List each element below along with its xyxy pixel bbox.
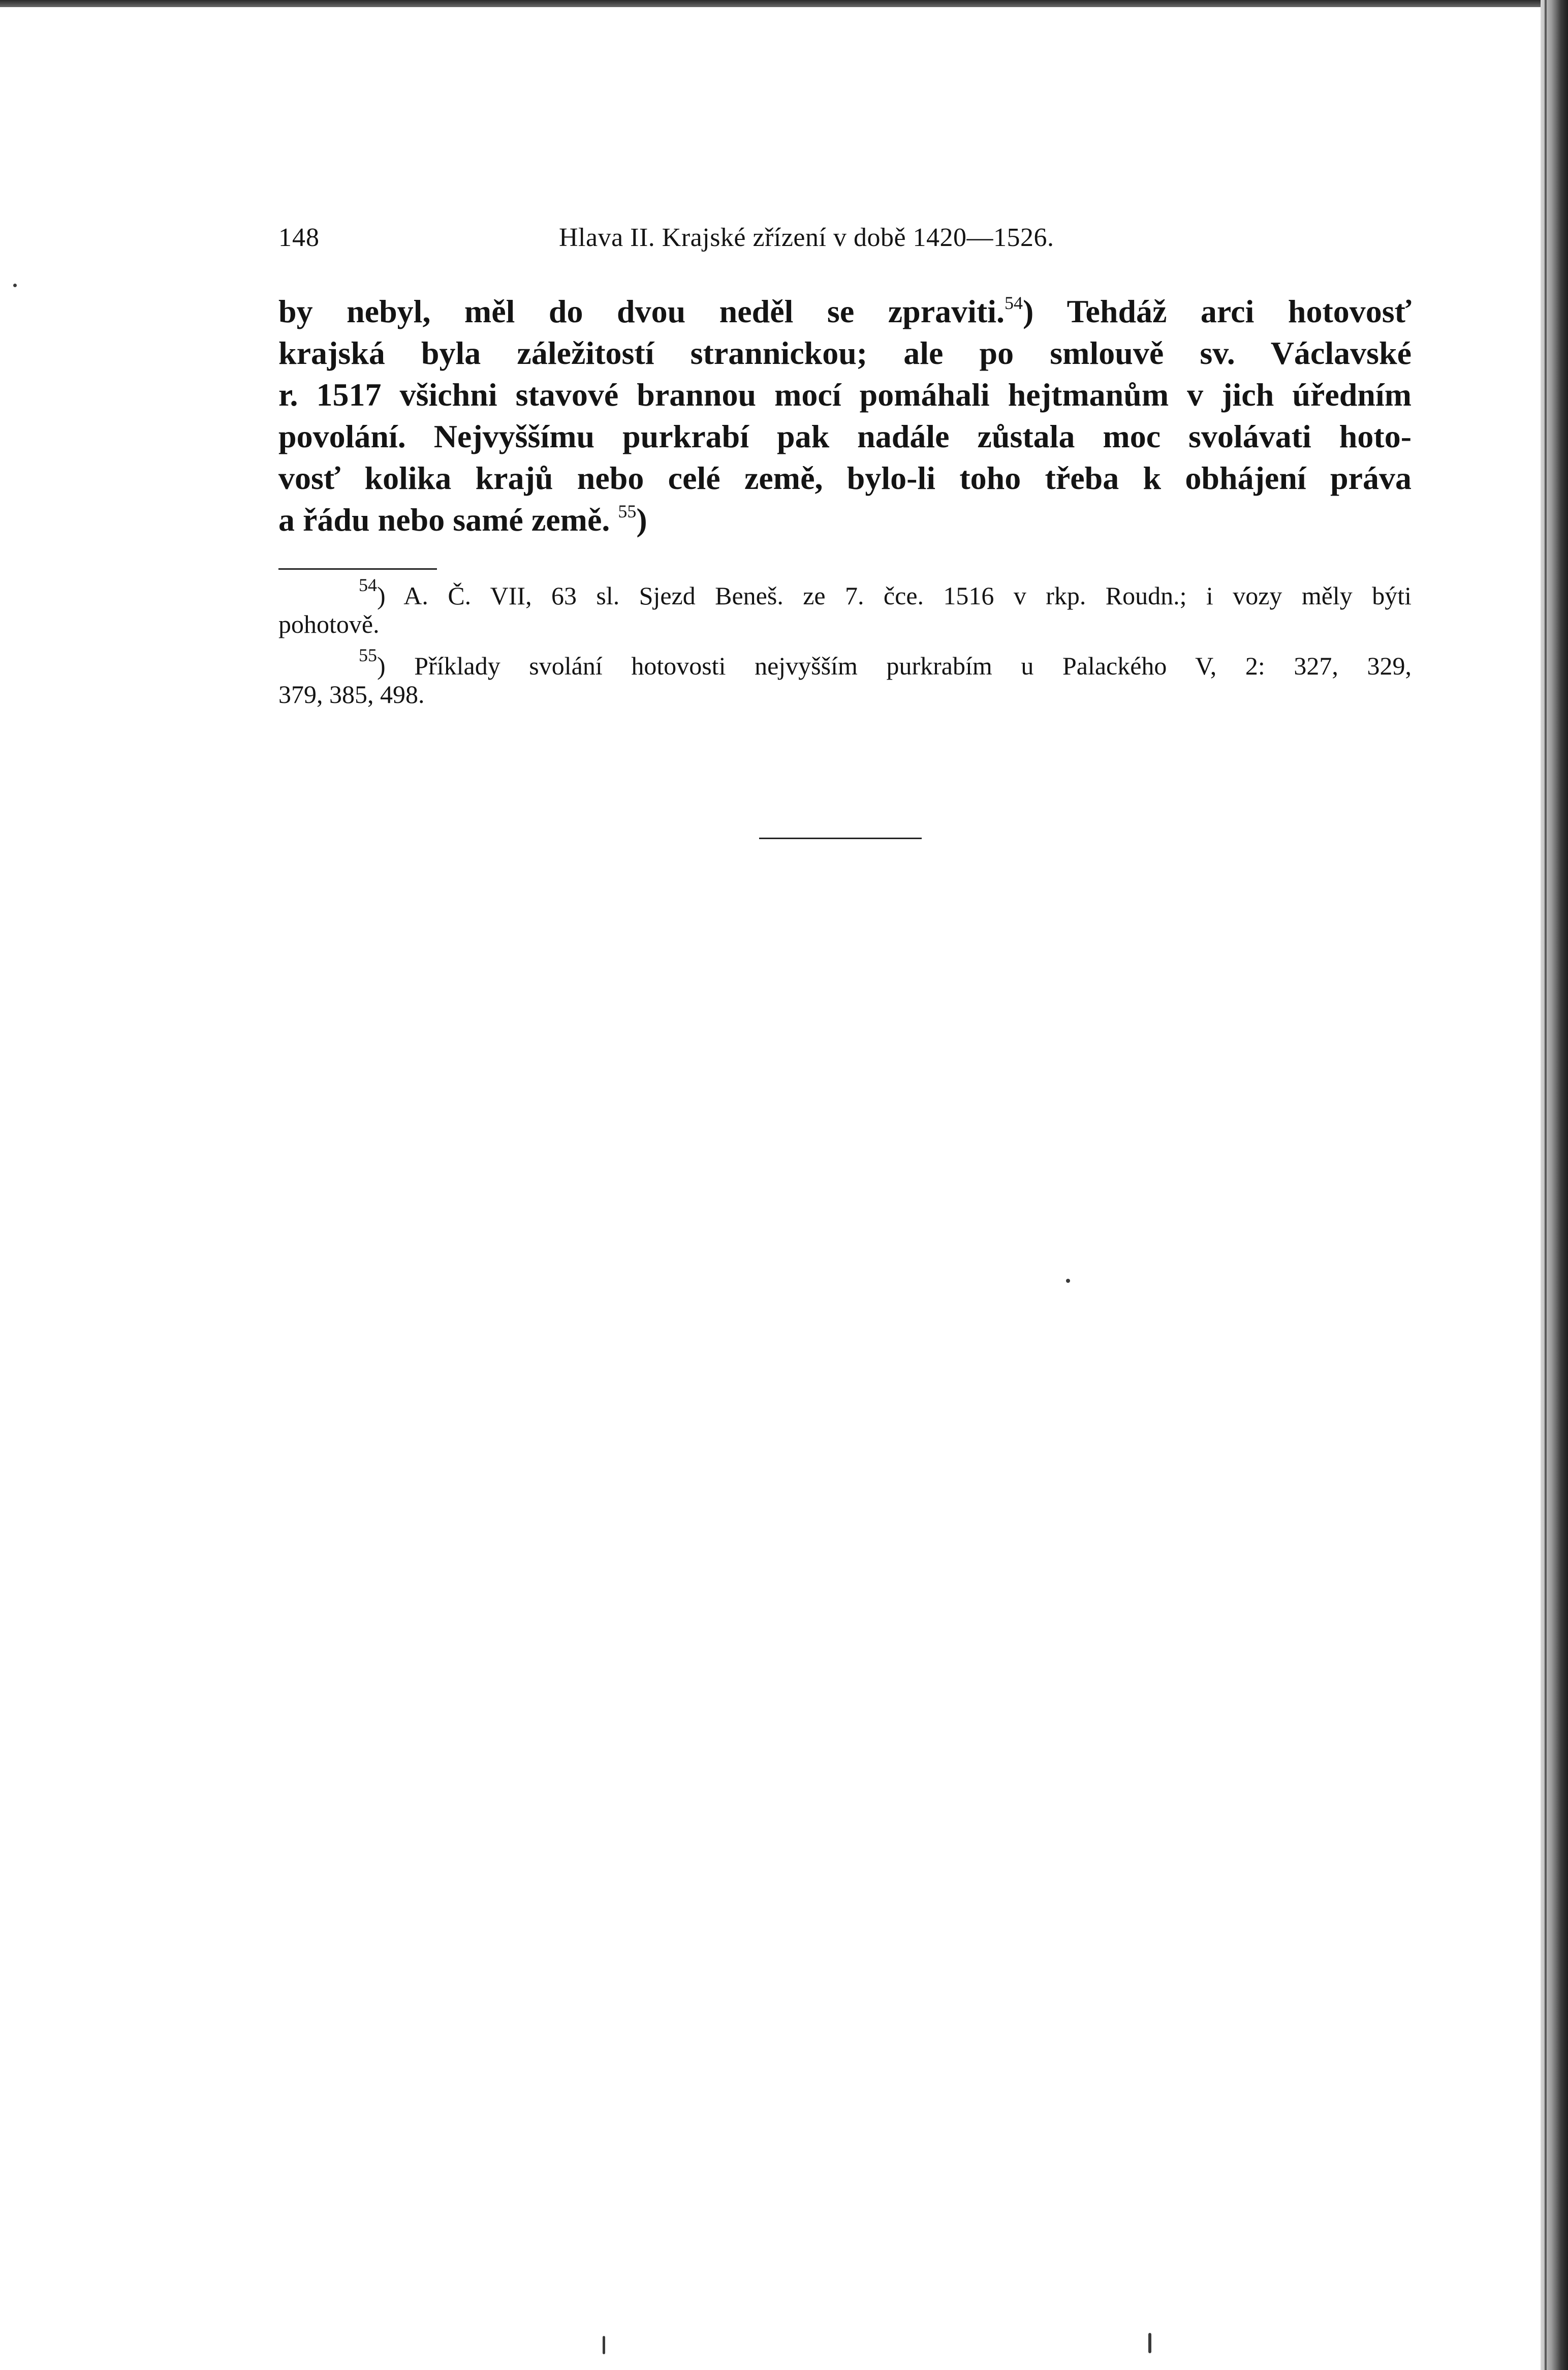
running-title: Hlava II. Krajské zřízení v době 1420—1526. bbox=[559, 223, 1054, 252]
footnotes bbox=[278, 575, 1412, 709]
footnote-separator bbox=[278, 568, 437, 570]
footnote-line: pohotově. bbox=[278, 610, 380, 638]
footnote-54 bbox=[278, 575, 1412, 638]
scan-speck bbox=[1066, 1279, 1070, 1283]
body-line: vosť kolika krajů nebo celé země, bylo-li toho třeba k obhájení práva bbox=[278, 460, 1412, 496]
footnote-55 bbox=[278, 645, 1412, 709]
footnote-ref-54[interactable]: 54 bbox=[1005, 293, 1023, 313]
page-number: 148 bbox=[278, 223, 320, 252]
scan-top-edge bbox=[0, 0, 1568, 7]
scan-right-edge-line bbox=[1545, 0, 1547, 2370]
footnote-ref-55[interactable]: 55 bbox=[618, 501, 637, 521]
end-of-section-rule bbox=[759, 838, 922, 839]
footnote-marker: 55 bbox=[359, 645, 377, 665]
body-line: r. 1517 všichni stavové brannou mocí pomáhali hejtmanům v jich úředním bbox=[278, 377, 1412, 413]
scan-speck bbox=[13, 284, 17, 287]
body-line: povolání. Nejvyššímu purkrabí pak nadále zůstala moc svolávati hoto- bbox=[278, 418, 1412, 454]
footnote-line: 379, 385, 498. bbox=[278, 680, 425, 709]
scan-speck bbox=[1148, 2333, 1151, 2353]
footnote-marker: 54 bbox=[359, 575, 377, 595]
running-head bbox=[278, 223, 1116, 258]
footnote-line: $^{55}$) Příklady svolání hotovosti nejvyšším purkrabím u Palackého V, 2: 327, 329, bbox=[359, 645, 1412, 680]
body-line: by nebyl, měl do dvou neděl se zpraviti.$^{54}$) Tehdáž arci hotovosť bbox=[278, 293, 1412, 329]
scan-speck bbox=[603, 2336, 605, 2354]
footnote-line: $^{54}$) A. Č. VII, 63 sl. Sjezd Beneš. ze 7. čce. 1516 v rkp. Roudn.; i vozy měly býti bbox=[359, 575, 1412, 610]
body-paragraph bbox=[278, 291, 1412, 541]
body-line: krajská byla záležitostí strannickou; ale po smlouvě sv. Václavské bbox=[278, 335, 1412, 371]
body-line: a řádu nebo samé země. $^{55}$) bbox=[278, 501, 647, 538]
